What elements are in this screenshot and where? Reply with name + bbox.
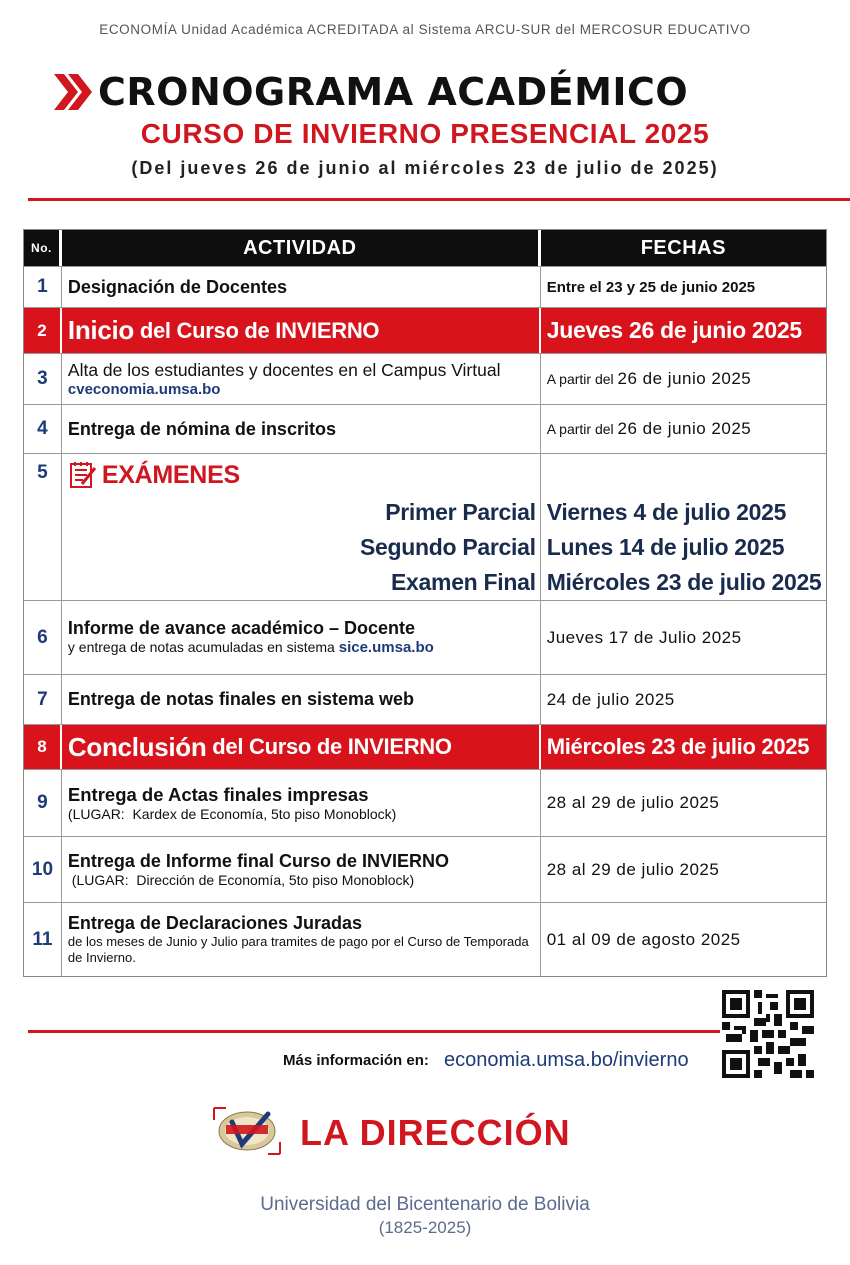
table-row-highlight bbox=[24, 725, 826, 770]
table-row-highlight bbox=[24, 308, 826, 354]
double-chevron-icon bbox=[52, 70, 94, 114]
header-dates: FECHAS bbox=[640, 236, 726, 259]
economia-accreditation-logo bbox=[210, 1104, 284, 1158]
row-number: 9 bbox=[24, 770, 62, 836]
row-number: 8 bbox=[24, 725, 62, 769]
date-text: 26 de junio 2025 bbox=[617, 419, 752, 438]
activity-text: Entrega de Informe final Curso de INVIERNO bbox=[67, 851, 449, 871]
row-number: 4 bbox=[24, 405, 62, 453]
activity-subtext: (LUGAR: Dirección de Economía, 5to piso Monoblock) bbox=[67, 872, 415, 888]
activity-text: Designación de Docentes bbox=[67, 276, 287, 297]
sice-link[interactable]: sice.umsa.bo bbox=[338, 639, 434, 656]
qr-code-icon bbox=[722, 990, 814, 1078]
exam-date-final: Miércoles 23 de julio 2025 bbox=[546, 569, 822, 595]
more-info-link[interactable]: economia.umsa.bo/invierno bbox=[444, 1049, 689, 1071]
exam-date-first: Viernes 4 de julio 2025 bbox=[546, 499, 787, 525]
date-text: 28 al 29 de julio 2025 bbox=[546, 793, 720, 812]
university-name: Universidad del Bicentenario de Bolivia bbox=[260, 1194, 590, 1215]
page-title: CRONOGRAMA ACADÉMICO bbox=[98, 70, 689, 114]
table-row bbox=[24, 405, 826, 454]
row-number: 11 bbox=[24, 903, 62, 976]
exam-notepad-icon bbox=[68, 460, 98, 490]
activity-text: Entrega de Declaraciones Juradas bbox=[67, 913, 363, 933]
date-text: 24 de julio 2025 bbox=[546, 689, 675, 709]
date-text: 01 al 09 de agosto 2025 bbox=[546, 929, 741, 949]
university-years: (1825-2025) bbox=[378, 1218, 472, 1237]
exam-date-second: Lunes 14 de julio 2025 bbox=[546, 534, 785, 560]
date-text: Jueves 26 de junio 2025 bbox=[546, 317, 802, 343]
activity-text: Informe de avance académico – Docente bbox=[67, 618, 416, 638]
row-number: 6 bbox=[24, 601, 62, 674]
exams-title: EXÁMENES bbox=[101, 460, 240, 489]
exam-label-second: Segundo Parcial bbox=[359, 534, 536, 560]
activity-subtext: (LUGAR: Kardex de Economía, 5to piso Monoblock) bbox=[67, 806, 397, 822]
activity-text: Alta de los estudiantes y docentes en el Campus Virtual bbox=[67, 360, 501, 380]
header-activity: ACTIVIDAD bbox=[62, 230, 541, 266]
activity-text: Entrega de notas finales en sistema web bbox=[67, 689, 415, 709]
table-header bbox=[24, 230, 826, 267]
table-row-exams bbox=[24, 454, 826, 601]
date-prefix: A partir del bbox=[546, 371, 618, 387]
date-text: Entre el 23 y 25 de junio 2025 bbox=[546, 278, 756, 296]
date-prefix: A partir del bbox=[546, 421, 618, 437]
table-row bbox=[24, 675, 826, 725]
activity-subtext: de los meses de Junio y Julio para tramites de pago por el Curso de Temporada de Invierno. bbox=[67, 934, 529, 965]
page-subtitle: CURSO DE INVIERNO PRESENCIAL 2025 bbox=[140, 118, 710, 149]
row-number: 7 bbox=[24, 675, 62, 724]
row-number: 5 bbox=[24, 454, 62, 600]
date-text: Miércoles 23 de julio 2025 bbox=[546, 734, 810, 759]
date-text: Jueves 17 de Julio 2025 bbox=[546, 627, 742, 647]
activity-subtext: y entrega de notas acumuladas en sistema bbox=[67, 639, 339, 655]
divider-bottom bbox=[28, 1030, 720, 1033]
signature-direccion: LA DIRECCIÓN bbox=[300, 1112, 571, 1153]
table-row bbox=[24, 601, 826, 675]
date-range: (Del jueves 26 de junio al miércoles 23 de julio de 2025) bbox=[131, 158, 719, 178]
row-number: 1 bbox=[24, 267, 62, 307]
table-row bbox=[24, 267, 826, 308]
row-number: 10 bbox=[24, 837, 62, 902]
table-row bbox=[24, 903, 826, 976]
date-text: 28 al 29 de julio 2025 bbox=[546, 859, 720, 879]
divider-top bbox=[28, 198, 850, 201]
activity-text: del Curso de INVIERNO bbox=[206, 734, 452, 759]
table-row bbox=[24, 354, 826, 405]
activity-text: Entrega de Actas finales impresas bbox=[67, 784, 369, 805]
campus-link[interactable]: cveconomia.umsa.bo bbox=[67, 381, 221, 398]
more-info-label: Más información en: bbox=[283, 1052, 429, 1069]
header-no: No. bbox=[24, 230, 62, 266]
title-row bbox=[52, 68, 812, 116]
schedule-table bbox=[23, 229, 827, 977]
date-text: 26 de junio 2025 bbox=[617, 369, 752, 388]
activity-text: del Curso de INVIERNO bbox=[134, 317, 380, 343]
activity-highlight: Conclusión bbox=[67, 731, 207, 762]
table-row bbox=[24, 837, 826, 903]
activity-text: Entrega de nómina de inscritos bbox=[67, 418, 336, 439]
table-row bbox=[24, 770, 826, 837]
accreditation-line: ECONOMÍA Unidad Académica ACREDITADA al Sistema ARCU-SUR del MERCOSUR EDUCATIVO bbox=[99, 22, 751, 37]
row-number: 2 bbox=[24, 308, 62, 353]
exam-label-first: Primer Parcial bbox=[385, 499, 536, 525]
exam-label-final: Examen Final bbox=[391, 569, 536, 595]
activity-highlight: Inicio bbox=[67, 315, 135, 345]
row-number: 3 bbox=[24, 354, 62, 404]
